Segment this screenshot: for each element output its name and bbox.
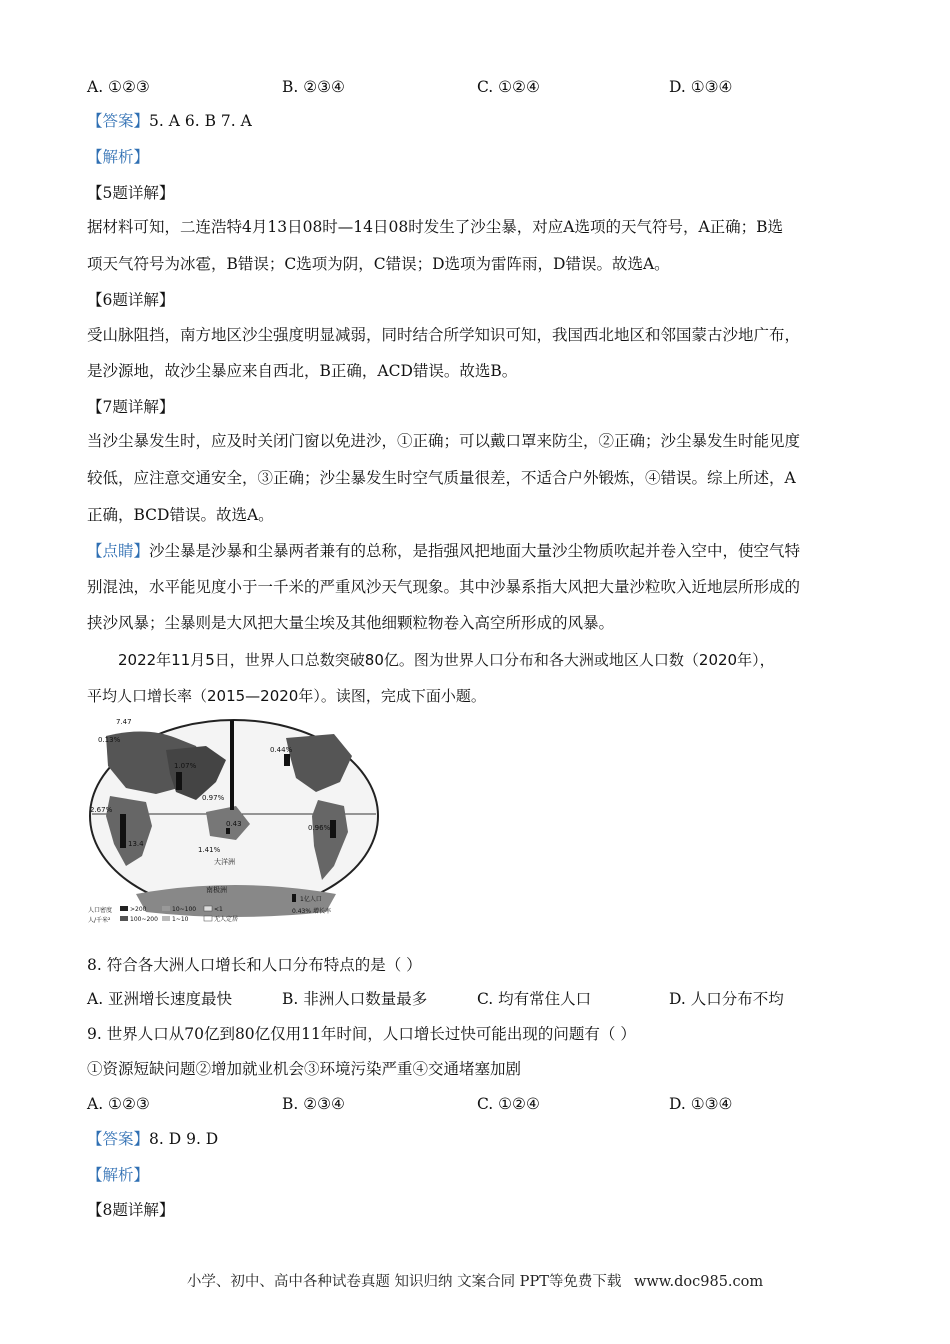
legend-swatch-100-200 <box>120 916 128 921</box>
map-label-rate-oceania: 1.41% <box>198 846 221 854</box>
legend-density-title: 人口密度 <box>88 907 113 914</box>
detail-5-title: 【5题详解】 <box>87 184 175 202</box>
map-label-antarctica: 南极洲 <box>206 886 227 894</box>
detail-7-line-1: 当沙尘暴发生时，应及时关闭门窗以免进沙，①正确；可以戴口罩来防尘，②正确；沙尘暴发生时能见度 <box>87 432 801 450</box>
map-label-rate-africa: 2.67% <box>90 806 113 814</box>
legend-1-10: 1~10 <box>172 916 189 923</box>
point-line-2: 别混浊，水平能见度小于一千米的严重风沙天气现象。其中沙暴系指大风把大量沙粒吹入近地层所形成的 <box>87 578 801 596</box>
point-tag: 【点睛】 <box>87 542 150 560</box>
point-line-3: 挟沙风暴；尘暴则是大风把大量尘埃及其他细颗粒物卷入高空所形成的风暴。 <box>87 614 615 632</box>
population-bar-africa <box>120 814 126 848</box>
legend-100-200: 100~200 <box>130 916 158 923</box>
detail-6-line-1: 受山脉阻挡，南方地区沙尘强度明显减弱，同时结合所学知识可知，我国西北地区和邻国蒙古沙地广布， <box>87 326 801 344</box>
detail-6-title: 【6题详解】 <box>87 291 175 309</box>
map-label-africa-pop: 13.4 <box>128 840 144 848</box>
population-bar-europe <box>176 772 182 790</box>
q8-option-b: B. 非洲人口数量最多 <box>282 990 428 1008</box>
map-label-asia-pop: 7.47 <box>116 718 132 726</box>
intro-line-1: 2022年11月5日，世界人口总数突破80亿。图为世界人口分布和各大洲或地区人口数（2020年）， <box>118 651 775 669</box>
analysis-heading-2: 【解析】 <box>87 1166 150 1184</box>
legend-swatch-1-10 <box>162 916 170 921</box>
legend-pop-unit: 1亿人口 <box>300 896 322 903</box>
map-label-oceania-pop: 0.43 <box>226 820 242 828</box>
intro-line-2: 平均人口增长率（2015—2020年）。读图，完成下面小题。 <box>87 687 486 705</box>
q7-option-c: C. ①②④ <box>477 78 540 96</box>
footer-site-link[interactable]: www.doc985.com <box>633 1274 764 1290</box>
q7-option-a: A. ①②③ <box>87 78 150 96</box>
answer-line-1 <box>87 111 252 131</box>
legend-swatch-10-100 <box>162 906 170 911</box>
answer-text-2: 8. D 9. D <box>149 1130 219 1148</box>
population-bar-south-america <box>330 820 336 838</box>
legend-swatch-uninhabited <box>204 916 212 921</box>
point-line-1 <box>87 541 800 561</box>
q8-option-c: C. 均有常住人口 <box>477 990 592 1008</box>
q9-option-b: B. ②③④ <box>282 1095 345 1113</box>
answer-text: 5. A 6. B 7. A <box>149 112 252 130</box>
detail-7-line-2: 较低，应注意交通安全，③正确；沙尘暴发生时空气质量很差，不适合户外锻炼，④错误。综上所述，A <box>87 469 796 487</box>
world-population-map <box>86 716 382 930</box>
detail-5-line-1: 据材料可知，二连浩特4月13日08时—14日08时发生了沙尘暴，对应A选项的天气符号，A正确；B选 <box>87 218 784 236</box>
q7-option-d: D. ①③④ <box>669 78 733 96</box>
q8-option-d: D. 人口分布不均 <box>669 990 784 1008</box>
map-label-rate-europe: 0.13% <box>98 736 121 744</box>
map-label-oceania: 大洋洲 <box>214 858 235 866</box>
detail-8-title: 【8题详解】 <box>87 1201 175 1219</box>
population-bar-oceania <box>226 828 230 834</box>
legend-unit: 人/千米² <box>88 917 111 924</box>
q9-option-a: A. ①②③ <box>87 1095 150 1113</box>
q7-option-b: B. ②③④ <box>282 78 345 96</box>
legend-growth-rate: 0.43% 增长率 <box>292 908 331 915</box>
answer-tag: 【答案】 <box>87 112 150 130</box>
point-text-1: 沙尘暴是沙暴和尘暴两者兼有的总称，是指强风把地面大量沙尘物质吹起并卷入空中，使空气特 <box>149 542 801 560</box>
legend-10-100: 10~100 <box>172 906 197 913</box>
legend-lt1: <1 <box>214 906 223 913</box>
legend-uninhabited: 无人定居 <box>214 916 239 923</box>
detail-7-line-3: 正确，BCD错误。故选A。 <box>87 506 274 524</box>
analysis-heading-1: 【解析】 <box>87 148 150 166</box>
q9-option-d: D. ①③④ <box>669 1095 733 1113</box>
q9-items: ①资源短缺问题②增加就业机会③环境污染严重④交通堵塞加剧 <box>87 1060 522 1078</box>
q9-stem: 9. 世界人口从70亿到80亿仅用11年时间，人口增长过快可能出现的问题有（ ） <box>87 1025 636 1043</box>
population-bar-asia <box>230 720 234 810</box>
map-label-rate-asia-2: 0.97% <box>202 794 225 802</box>
footer-text: 小学、初中、高中各种试卷真题 知识归纳 文案合同 PPT等免费下载 <box>186 1274 622 1290</box>
map-label-rate-asia: 1.07% <box>174 762 197 770</box>
legend-swatch-pop <box>292 894 296 902</box>
legend-swatch-lt1 <box>204 906 212 911</box>
answer-tag-2: 【答案】 <box>87 1130 150 1148</box>
q8-option-a: A. 亚洲增长速度最快 <box>87 990 233 1008</box>
legend-gt200: >200 <box>130 906 147 913</box>
map-label-rate-south-america: 0.96% <box>308 824 331 832</box>
page-footer <box>0 1270 950 1291</box>
detail-6-line-2: 是沙源地，故沙尘暴应来自西北，B正确，ACD错误。故选B。 <box>87 362 518 380</box>
legend-swatch-200 <box>120 906 128 911</box>
population-bar-north-america <box>284 754 290 766</box>
q8-stem: 8. 符合各大洲人口增长和人口分布特点的是（ ） <box>87 956 422 974</box>
map-label-rate-north-america: 0.44% <box>270 746 293 754</box>
answer-line-2 <box>87 1129 218 1149</box>
q9-option-c: C. ①②④ <box>477 1095 540 1113</box>
detail-5-line-2: 项天气符号为冰雹，B错误；C选项为阴，C错误；D选项为雷阵雨，D错误。故选A。 <box>87 255 670 273</box>
detail-7-title: 【7题详解】 <box>87 398 175 416</box>
